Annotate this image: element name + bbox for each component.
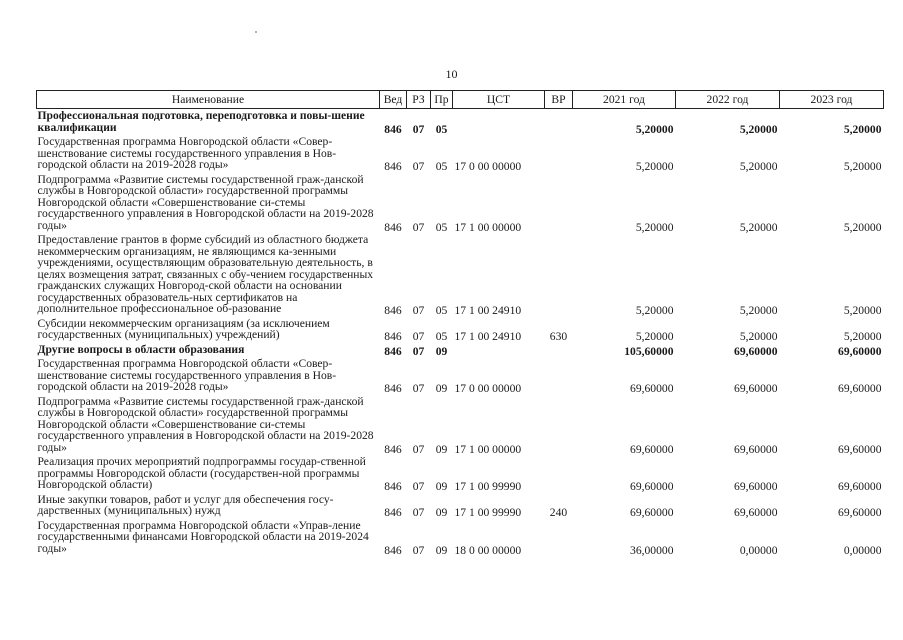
row-vr [545, 519, 573, 557]
row-ved: 846 [384, 330, 402, 343]
row-2023: 69,60000 [838, 344, 882, 358]
header-name: Наименование [37, 91, 380, 109]
row-2023: 69,60000 [838, 382, 882, 395]
header-pr: Пр [431, 91, 453, 109]
row-vr [545, 343, 573, 358]
row-cst: 17 1 00 00000 [454, 220, 522, 234]
row-ved: 846 [384, 220, 402, 234]
row-name: Государственная программа Новгородской области «Управ-ление государственными финансами Новгородской области на 2019-2024 годы» [37, 518, 369, 555]
row-cst: 18 0 00 00000 [454, 543, 522, 557]
row-2022: 0,00000 [739, 543, 778, 557]
row-pr: 05 [435, 220, 448, 234]
row-name: Подпрограмма «Развитие системы государственной граж-данской службы в Новгородской области» государственной программы Новгородской области «Совершенствование си-стемы государственного управления в Новгородской области на 2019-2028 годы» [37, 394, 374, 454]
row-ved: 846 [384, 442, 402, 456]
row-2023: 5,20000 [843, 330, 882, 343]
header-2022: 2022 год [676, 91, 780, 109]
row-name: Иные закупки товаров, работ и услуг для обеспечения госу-дарственных (муниципальных) нужд [37, 492, 334, 517]
table-row [37, 455, 884, 493]
row-2022: 5,20000 [739, 160, 778, 173]
header-2023: 2023 год [780, 91, 884, 109]
row-2021: 5,20000 [635, 160, 674, 173]
row-ved: 846 [384, 160, 402, 173]
header-rz: РЗ [407, 91, 431, 109]
row-2021: 69,60000 [630, 480, 674, 493]
header-cst: ЦСТ [453, 91, 545, 109]
row-pr: 05 [435, 160, 448, 173]
page-number: 10 [445, 67, 458, 81]
row-2022: 69,60000 [734, 442, 778, 456]
row-2021: 36,00000 [630, 543, 674, 557]
row-2023: 5,20000 [843, 304, 882, 317]
row-name: Другие вопросы в области образования [37, 342, 245, 356]
row-name: Субсидии некоммерческим организациям (за исключением государственных (муниципальных) учреждений) [37, 316, 330, 341]
row-rz: 07 [412, 122, 425, 136]
row-pr: 09 [435, 442, 448, 456]
row-cst: 17 0 00 00000 [454, 160, 522, 173]
row-2022: 5,20000 [739, 122, 778, 136]
row-ved: 846 [384, 480, 402, 493]
row-2021: 69,60000 [630, 442, 674, 456]
row-2021: 69,60000 [630, 382, 674, 395]
row-2023: 5,20000 [843, 160, 882, 173]
row-rz: 07 [412, 543, 425, 557]
row-2022: 69,60000 [734, 506, 778, 519]
row-cst: 17 1 00 99990 [454, 480, 522, 493]
row-cst: 17 1 00 00000 [454, 442, 522, 456]
row-pr: 05 [435, 330, 448, 343]
row-vr [545, 109, 573, 136]
table-row [37, 109, 884, 136]
row-2021: 5,20000 [635, 122, 674, 136]
row-2023: 5,20000 [843, 220, 882, 234]
row-vr [545, 395, 573, 456]
row-rz: 07 [412, 480, 425, 493]
table-row [37, 317, 884, 343]
row-2022: 69,60000 [734, 382, 778, 395]
row-pr: 09 [435, 543, 448, 557]
row-2023: 69,60000 [838, 480, 882, 493]
row-name: Предоставление грантов в форме субсидий из областного бюджета некоммерческим организациям, не являющимся ка-зенными учреждениями, осуществляющим образовательную деятельность, в целях возмещения затрат, связанных с обу-чением государственных гражданских служащих Новгород-ской области на основании государственных образователь-ных сертификатов на дополнительное профессиональное об-разование [37, 233, 374, 315]
row-vr [545, 135, 573, 173]
row-cst: 17 1 00 24910 [454, 304, 522, 317]
row-rz: 07 [412, 344, 425, 358]
row-ved: 846 [384, 122, 402, 136]
row-2021: 5,20000 [635, 330, 674, 343]
row-rz: 07 [412, 220, 425, 234]
row-pr: 09 [435, 382, 448, 395]
row-name: Реализация прочих мероприятий подпрограммы государ-ственной программы Новгородской области (государствен-ной программы Новгородской области) [37, 455, 366, 491]
table-header-row [37, 91, 884, 109]
row-ved: 846 [384, 382, 402, 395]
row-2021: 5,20000 [635, 220, 674, 234]
row-2022: 5,20000 [739, 304, 778, 317]
header-2021: 2021 год [573, 91, 676, 109]
row-pr: 05 [435, 122, 448, 136]
table-row [37, 357, 884, 395]
row-vr [545, 455, 573, 493]
row-vr: 630 [549, 330, 568, 343]
row-2021: 69,60000 [630, 506, 674, 519]
budget-table [36, 90, 884, 556]
table-row [37, 233, 884, 317]
row-2023: 5,20000 [843, 122, 882, 136]
row-name: Подпрограмма «Развитие системы государственной граж-данской службы в Новгородской области» государственной программы Новгородской области «Совершенствование си-стемы государственного управления в Новгородской области на 2019-2028 годы» [37, 172, 374, 232]
row-cst [453, 343, 545, 358]
table-row [37, 519, 884, 557]
row-2022: 69,60000 [734, 344, 778, 358]
header-ved: Вед [380, 91, 407, 109]
row-cst: 17 0 00 00000 [454, 382, 522, 395]
row-vr [545, 233, 573, 317]
row-2023: 69,60000 [838, 506, 882, 519]
row-pr: 05 [435, 304, 448, 317]
row-name: Профессиональная подготовка, переподготовка и повы-шение квалификации [37, 109, 365, 134]
row-2023: 69,60000 [838, 442, 882, 456]
row-rz: 07 [412, 330, 425, 343]
row-pr: 09 [435, 506, 448, 519]
row-pr: 09 [435, 344, 448, 358]
row-ved: 846 [384, 304, 402, 317]
row-2022: 5,20000 [739, 220, 778, 234]
row-rz: 07 [412, 442, 425, 456]
table-row [37, 395, 884, 456]
row-2021: 5,20000 [635, 304, 674, 317]
row-name: Государственная программа Новгородской области «Совер-шенствование системы государственного управления в Нов-городской области на 2019-2028 годы» [37, 357, 337, 393]
row-2021: 105,60000 [624, 344, 674, 358]
row-pr: 09 [435, 480, 448, 493]
row-cst: 17 1 00 24910 [454, 330, 522, 343]
row-2023: 0,00000 [843, 543, 882, 557]
row-vr: 240 [549, 506, 568, 519]
scan-speck [255, 31, 257, 33]
row-cst [453, 109, 545, 136]
row-rz: 07 [412, 160, 425, 173]
row-ved: 846 [384, 344, 402, 358]
table-row [37, 135, 884, 173]
table-row [37, 173, 884, 234]
row-ved: 846 [384, 506, 402, 519]
row-rz: 07 [412, 506, 425, 519]
row-cst: 17 1 00 99990 [454, 506, 522, 519]
row-2022: 69,60000 [734, 480, 778, 493]
row-rz: 07 [412, 382, 425, 395]
row-ved: 846 [384, 543, 402, 557]
row-2022: 5,20000 [739, 330, 778, 343]
row-vr [545, 357, 573, 395]
table-row [37, 343, 884, 358]
table-row [37, 493, 884, 519]
row-vr [545, 173, 573, 234]
row-name: Государственная программа Новгородской области «Совер-шенствование системы государственного управления в Нов-городской области на 2019-2028 годы» [37, 135, 337, 171]
row-rz: 07 [412, 304, 425, 317]
header-vr: ВР [545, 91, 573, 109]
